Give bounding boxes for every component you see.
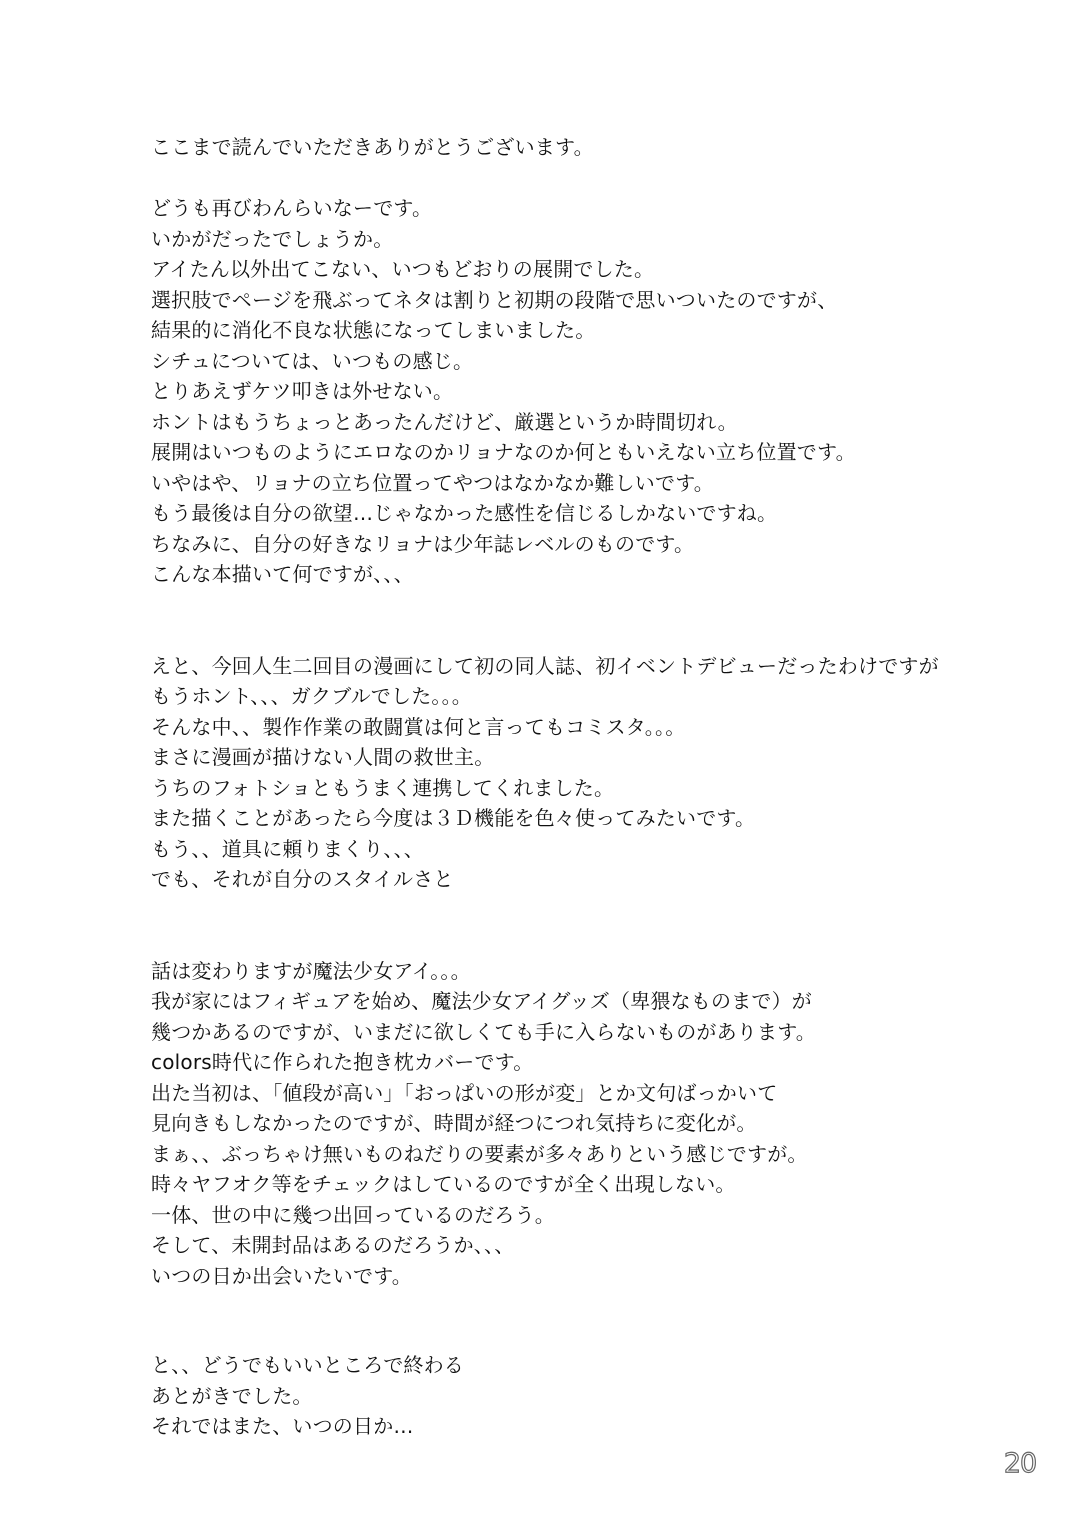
text-line: 出た当初は、「値段が高い」「おっぱいの形が変」とか文句ばっかいて — [151, 1080, 778, 1105]
paragraph-goods — [151, 956, 1031, 1292]
text-line: そして、未開封品はあるのだろうか、、、 — [151, 1233, 515, 1257]
text-line: こんな本描いて何ですが、、、 — [151, 562, 414, 586]
paragraph-thanks — [151, 132, 1031, 163]
text-line: そんな中、、製作作業の敢闘賞は何と言ってもコミスタ。。。 — [151, 714, 686, 739]
text-line: まぁ、、ぶっちゃけ無いものねだりの要素が多々ありという感じですが。 — [151, 1141, 808, 1166]
paragraph-reflection — [151, 193, 1031, 590]
text-line: もう最後は自分の欲望…じゃなかった感性を信じるしかないですね。 — [151, 501, 778, 525]
text-line: シチュについては、いつもの感じ。 — [151, 348, 474, 373]
text-line: ここまで読んでいただきありがとうございます。 — [151, 135, 594, 159]
text-line: いつの日か出会いたいです。 — [151, 1263, 412, 1288]
text-line: 選択肢でページを飛ぶってネタは割りと初期の段階で思いついたのですが、 — [151, 287, 838, 312]
text-line: どうも再びわんらいなーです。 — [151, 196, 433, 220]
text-line: colors時代に作られた抱き枕カバーです。 — [151, 1050, 534, 1074]
text-line: と、、どうでもいいところで終わる — [151, 1353, 464, 1377]
text-line: いやはや、リョナの立ち位置ってやつはなかなか難しいです。 — [151, 470, 714, 495]
text-line: もうホント、、、ガクブルでした。。。 — [151, 684, 472, 708]
text-line: えと、今回人生二回目の漫画にして初の同人誌、初イベントデビューだったわけですが — [151, 653, 939, 678]
text-line: 幾つかあるのですが、いまだに欲しくても手に入らないものがあります。 — [151, 1019, 816, 1044]
paragraph-gap — [151, 163, 1031, 194]
page-number: 20 — [1003, 1448, 1037, 1479]
text-line: また描くことがあったら今度は３Ｄ機能を色々使ってみたいです。 — [151, 806, 756, 830]
text-line: まさに漫画が描けない人間の救世主。 — [151, 745, 495, 769]
text-line: あとがきでした。 — [151, 1383, 313, 1408]
text-line: 見向きもしなかったのですが、時間が経つにつれ気持ちに変化が。 — [151, 1111, 757, 1135]
text-line: 我が家にはフィギュアを始め、魔法少女アイグッズ（卑猥なものまで）が — [151, 989, 812, 1013]
text-line: 時々ヤフオク等をチェックはしているのですが全く出現しない。 — [151, 1172, 736, 1196]
text-line: 結果的に消化不良な状態になってしまいました。 — [151, 318, 596, 342]
paragraph-gap — [151, 590, 1031, 651]
text-line: とりあえずケツ叩きは外せない。 — [151, 379, 454, 403]
afterword-text — [151, 132, 1031, 1442]
paragraph-production — [151, 651, 1031, 895]
text-line: 話は変わりますが魔法少女アイ。。。 — [151, 958, 471, 983]
text-line: いかがだったでしょうか。 — [151, 226, 394, 251]
paragraph-gap — [151, 895, 1031, 956]
text-line: 展開はいつものようにエロなのかリョナなのか何ともいえない立ち位置です。 — [151, 440, 856, 464]
text-line: もう、、道具に頼りまくり、、、 — [151, 836, 424, 861]
paragraph-gap — [151, 1291, 1031, 1350]
text-line: 一体、世の中に幾つ出回っているのだろう。 — [151, 1202, 555, 1227]
text-line: でも、それが自分のスタイルさと — [151, 867, 454, 891]
text-line: ホントはもうちょっとあったんだけど、厳選というか時間切れ。 — [151, 409, 738, 434]
text-line: それではまた、いつの日か… — [151, 1414, 414, 1438]
text-line: アイたん以外出てこない、いつもどおりの展開でした。 — [151, 257, 655, 281]
text-line: うちのフォトショともうまく連携してくれました。 — [151, 775, 615, 800]
text-line: ちなみに、自分の好きなリョナは少年誌レベルのものです。 — [151, 531, 695, 556]
paragraph-closing — [151, 1350, 1031, 1442]
